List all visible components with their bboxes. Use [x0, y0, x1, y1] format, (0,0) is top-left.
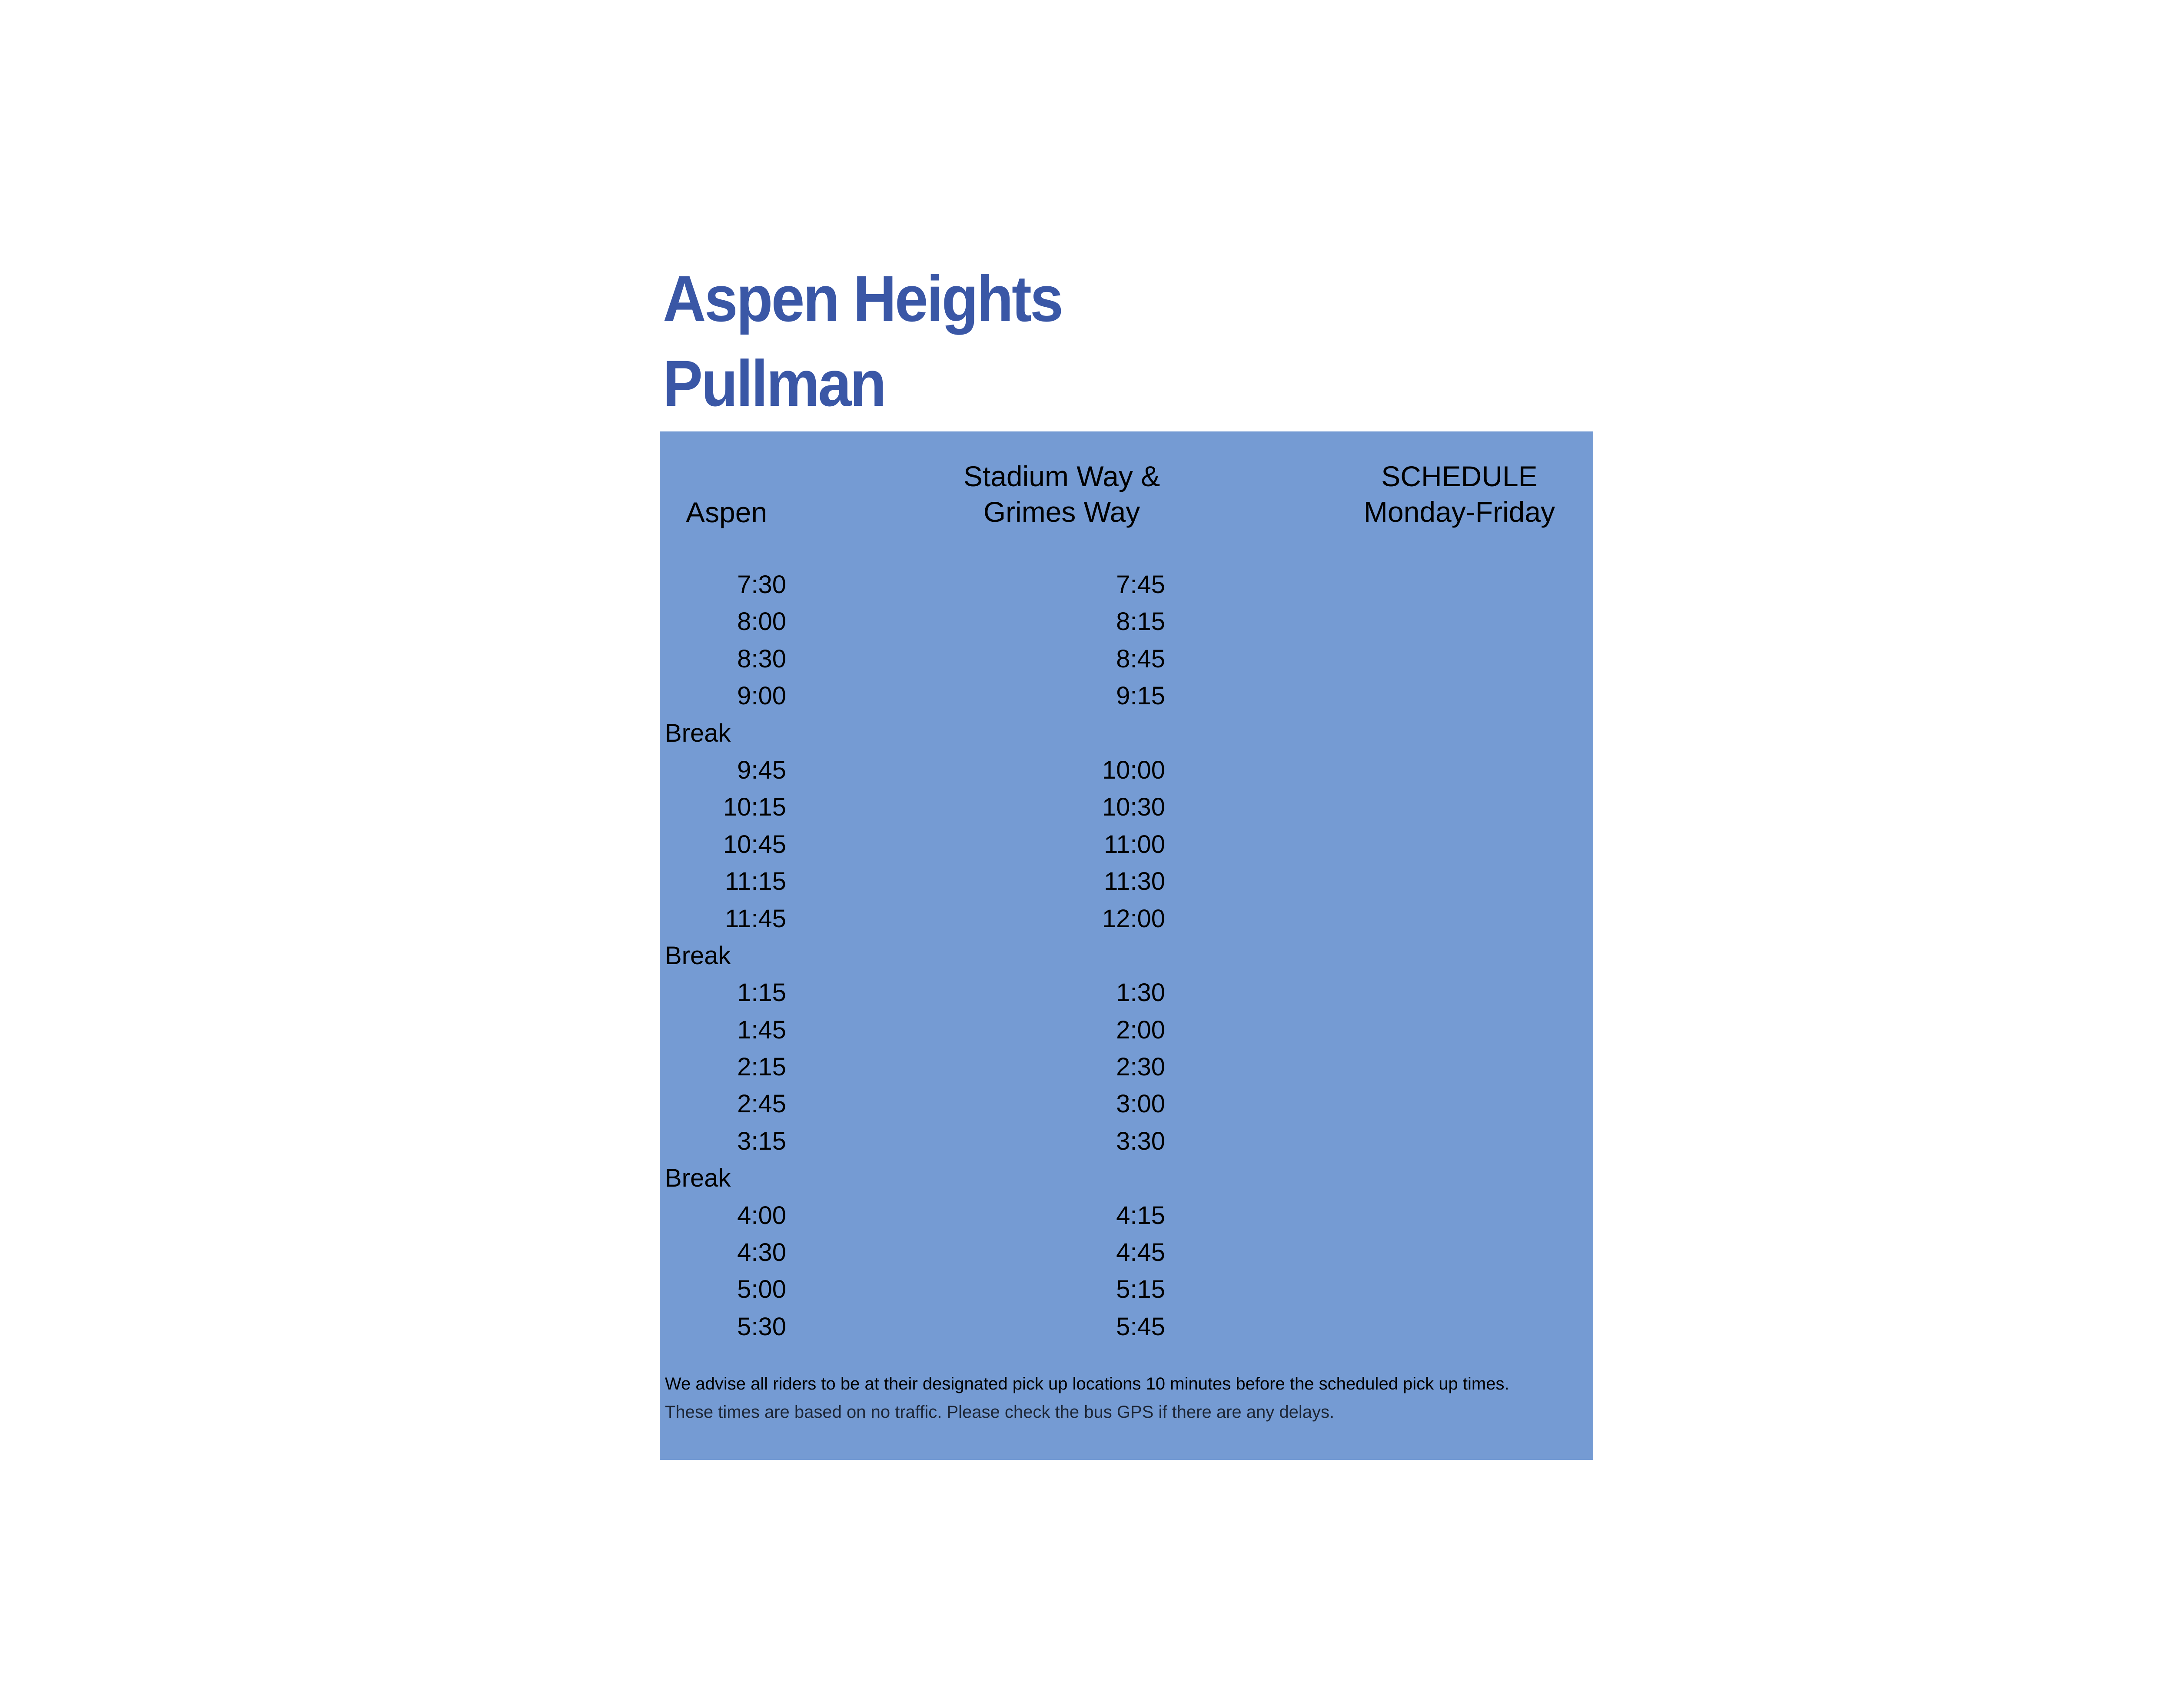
stadium-time: 5:15: [1116, 1275, 1165, 1304]
table-row: [660, 900, 1593, 937]
aspen-time: 2:15: [737, 1053, 786, 1081]
title-line-2: Pullman: [663, 347, 885, 420]
aspen-time: 9:45: [737, 756, 786, 784]
stadium-time: 11:30: [1104, 867, 1165, 896]
stadium-time: 3:30: [1116, 1127, 1165, 1155]
stadium-time: 10:00: [1102, 756, 1165, 784]
column-header-stadium: [920, 458, 1203, 530]
aspen-time: 11:45: [725, 904, 786, 933]
aspen-time: 8:00: [737, 607, 786, 636]
schedule-table: [660, 566, 1593, 1345]
aspen-time: 1:45: [737, 1015, 786, 1044]
break-label: Break: [665, 941, 731, 970]
table-row: [660, 826, 1593, 863]
column-header-aspen: Aspen: [686, 496, 768, 528]
aspen-time: 8:30: [737, 644, 786, 673]
page-title: [663, 256, 1062, 426]
aspen-time: 7:30: [737, 570, 786, 599]
aspen-time: 9:00: [737, 682, 786, 710]
stadium-time: 4:15: [1116, 1201, 1165, 1230]
table-row: [660, 603, 1593, 640]
aspen-time: 4:00: [737, 1201, 786, 1230]
table-row: [660, 752, 1593, 789]
table-row: [660, 1012, 1593, 1048]
stadium-time: 9:15: [1116, 682, 1165, 710]
stadium-time: 1:30: [1116, 978, 1165, 1007]
stadium-time: 7:45: [1116, 570, 1165, 599]
table-row: [660, 1197, 1593, 1234]
aspen-time: 10:15: [723, 793, 786, 822]
column-header-stadium-line-2: Grimes Way: [983, 496, 1140, 528]
stadium-time: 10:30: [1102, 793, 1165, 822]
stadium-time: 4:45: [1116, 1238, 1165, 1267]
aspen-time: 10:45: [723, 830, 786, 859]
stadium-time: 8:45: [1116, 644, 1165, 673]
aspen-time: 2:45: [737, 1090, 786, 1118]
table-row: [660, 640, 1593, 677]
table-row: [660, 1048, 1593, 1085]
stadium-time: 11:00: [1104, 830, 1165, 859]
stadium-time: 2:00: [1116, 1015, 1165, 1044]
advisory-note: We advise all riders to be at their designated pick up locations 10 minutes before the scheduled pick up times.: [665, 1374, 1509, 1393]
table-row: [660, 566, 1593, 603]
table-row: [660, 1123, 1593, 1160]
aspen-time: 3:15: [737, 1127, 786, 1155]
table-row: [660, 789, 1593, 826]
break-row: [660, 937, 1593, 974]
stadium-time: 5:45: [1116, 1312, 1165, 1341]
break-row: [660, 715, 1593, 752]
title-line-1: Aspen Heights: [663, 262, 1062, 335]
break-label: Break: [665, 719, 731, 747]
stadium-time: 2:30: [1116, 1053, 1165, 1081]
aspen-time: 4:30: [737, 1238, 786, 1267]
aspen-time: 5:30: [737, 1312, 786, 1341]
table-row: [660, 1308, 1593, 1345]
table-row: [660, 677, 1593, 714]
schedule-panel: [660, 431, 1593, 1460]
table-row: [660, 1085, 1593, 1122]
stadium-time: 12:00: [1102, 904, 1165, 933]
stadium-time: 8:15: [1116, 607, 1165, 636]
stadium-time: 3:00: [1116, 1090, 1165, 1118]
aspen-time: 11:15: [725, 867, 786, 896]
table-row: [660, 863, 1593, 900]
schedule-days-label: [1346, 458, 1572, 530]
schedule-label: SCHEDULE: [1381, 460, 1538, 492]
break-label: Break: [665, 1164, 731, 1193]
table-row: [660, 974, 1593, 1011]
table-row: [660, 1271, 1593, 1308]
aspen-time: 1:15: [737, 978, 786, 1007]
table-row: [660, 1234, 1593, 1271]
schedule-days: Monday-Friday: [1363, 496, 1555, 528]
column-header-stadium-line-1: Stadium Way &: [963, 460, 1160, 492]
break-row: [660, 1160, 1593, 1197]
traffic-note: These times are based on no traffic. Please check the bus GPS if there are any delays.: [665, 1403, 1335, 1422]
aspen-time: 5:00: [737, 1275, 786, 1304]
